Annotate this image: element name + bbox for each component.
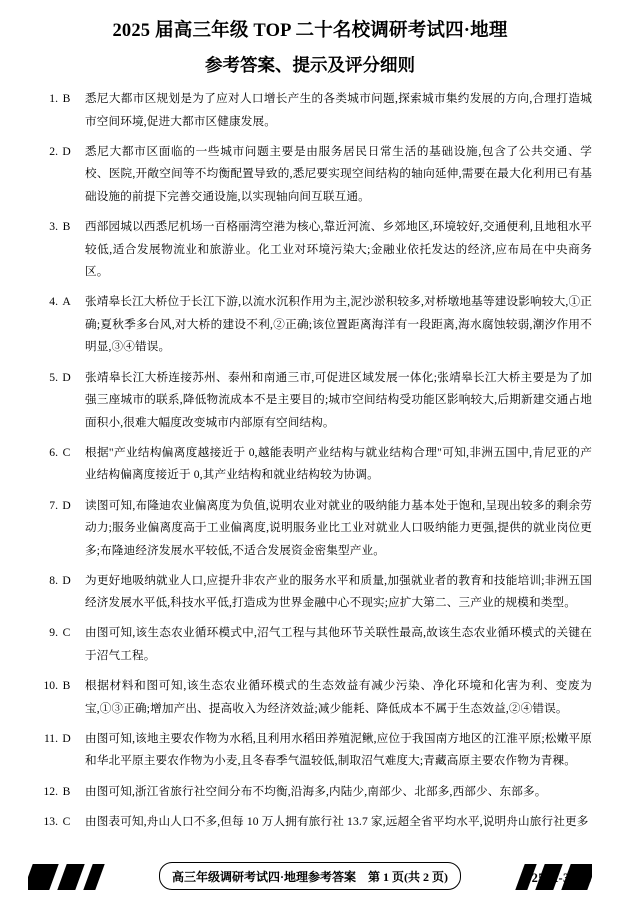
answer-explanation: 悉尼大都市区面临的一些城市问题主要是由服务居民日常生活的基础设施,包含了公共交通、学校、医院,开敞空间等不均衡配置导致的,悉尼要实现空间结构的轴向延伸,需要在最大化利用已有基础设施的前提下完善交通设施,以实现轴向间互联互通。 bbox=[85, 144, 592, 203]
answer-choice: D bbox=[62, 370, 71, 384]
answer-choice: A bbox=[62, 295, 71, 309]
answer-item bbox=[28, 88, 592, 133]
answer-explanation: 西部园城以西悉尼机场一百格丽湾空港为核心,靠近河流、乡郊地区,环境较好,交通便利,且地租水平较低,适合发展物流业和旅游业。化工业对环境污染大;金融业依托发达的经济,应布局在中央商务区。 bbox=[85, 219, 592, 279]
answer-item bbox=[28, 495, 592, 563]
answer-choice: B bbox=[62, 679, 71, 693]
answer-explanation: 由图表可知,舟山人口不多,但每 10 万人拥有旅行社 13.7 家,远超全省平均水平,说明舟山旅行社更多 bbox=[85, 814, 589, 828]
answer-number: 13. bbox=[43, 814, 58, 828]
answer-item bbox=[28, 728, 592, 773]
answer-item bbox=[28, 216, 592, 284]
answer-choice: D bbox=[62, 498, 71, 512]
answer-number: 9. bbox=[49, 626, 58, 640]
answer-item bbox=[28, 291, 592, 359]
answer-number: 7. bbox=[49, 498, 58, 512]
footer-paper-code: 25-X-305C bbox=[531, 871, 592, 885]
answer-choice: B bbox=[62, 784, 71, 798]
answer-number: 11. bbox=[43, 731, 58, 745]
answer-explanation: 张靖皋长江大桥位于长江下游,以流水沉积作用为主,泥沙淤积较多,对桥墩地基等建设影响较大,①正确;夏秋季多台风,对大桥的建设不利,②正确;该位置距离海洋有一段距离,海水腐蚀较弱,潮汐作用不明显,③④错误。 bbox=[85, 295, 592, 354]
answer-number: 3. bbox=[49, 219, 58, 233]
answer-explanation: 由图可知,该地主要农作物为水稻,且利用水稻田养殖泥鳅,应位于我国南方地区的江淮平原;松嫩平原和华北平原主要农作物为小麦,且冬春季气温较低,制取沼气难度大;青藏高原主要农作物为青稞。 bbox=[85, 731, 592, 768]
footer-page-label: 高三年级调研考试四·地理参考答案 第 1 页(共 2 页) bbox=[159, 862, 461, 890]
answer-item bbox=[28, 811, 592, 834]
answer-number: 1. bbox=[49, 92, 58, 105]
page-footer bbox=[0, 858, 620, 892]
answer-choice: C bbox=[62, 814, 71, 828]
answer-choice: D bbox=[62, 573, 71, 587]
answer-number: 10. bbox=[43, 679, 58, 693]
answer-item bbox=[28, 781, 592, 804]
answer-explanation: 根据"产业结构偏离度越接近于 0,越能表明产业结构与就业结构合理"可知,非洲五国中,肯尼亚的产业结构偏离度接近于 0,其产业结构和就业结构较为协调。 bbox=[85, 445, 592, 482]
answer-explanation: 张靖皋长江大桥连接苏州、泰州和南通三市,可促进区域发展一体化;张靖皋长江大桥主要是为了加强三座城市的联系,降低物流成本不是主要目的;城市空间结构受功能区影响较大,后期新建交通占地面积小,很难大幅度改变城市内部原有空间结构。 bbox=[85, 370, 592, 429]
answer-choice: B bbox=[62, 219, 71, 233]
answer-item bbox=[28, 141, 592, 209]
answer-item bbox=[28, 622, 592, 667]
answer-number: 4. bbox=[49, 295, 58, 309]
answer-item bbox=[28, 367, 592, 435]
answer-item bbox=[28, 570, 592, 615]
answer-explanation: 由图可知,该生态农业循环模式中,沼气工程与其他环节关联性最高,故该生态农业循环模式的关键在于沼气工程。 bbox=[85, 626, 592, 663]
answer-explanation: 为更好地吸纳就业人口,应提升非农产业的服务水平和质量,加强就业者的教育和技能培训;非洲五国经济发展水平低,科技水平低,打造成为世界金融中心不现实;应扩大第二、三产业的规模和类型。 bbox=[85, 573, 592, 610]
answer-number: 5. bbox=[49, 370, 58, 384]
page-title: 2025 届高三年级 TOP 二十名校调研考试四·地理 bbox=[112, 21, 508, 41]
answer-number: 2. bbox=[49, 144, 58, 158]
answer-choice: C bbox=[62, 626, 71, 640]
answer-number: 12. bbox=[43, 784, 58, 798]
answer-explanation: 悉尼大都市区规划是为了应对人口增长产生的各类城市问题,探索城市集约发展的方向,合理打造城市空间环境,促进大都市区健康发展。 bbox=[85, 92, 592, 128]
answer-item bbox=[28, 675, 592, 720]
answer-number: 8. bbox=[49, 573, 58, 587]
answer-choice: D bbox=[62, 731, 71, 745]
answer-explanation: 根据材料和图可知,该生态农业循环模式的生态效益有减少污染、净化环境和化害为利、变废为宝,①③正确;增加产出、提高收入为经济效益;减少能耗、降低成本不属于生态效益,②④错误。 bbox=[85, 679, 592, 715]
answer-choice: C bbox=[62, 445, 71, 459]
answer-choice: B bbox=[62, 92, 71, 105]
answers-list bbox=[28, 88, 592, 833]
answer-item bbox=[28, 442, 592, 487]
answer-number: 6. bbox=[49, 445, 58, 459]
answer-choice: D bbox=[62, 144, 71, 158]
answer-explanation: 由图可知,浙江省旅行社空间分布不均衡,沿海多,内陆少,南部少、北部多,西部少、东部多。 bbox=[85, 784, 547, 798]
page-subtitle: 参考答案、提示及评分细则 bbox=[205, 54, 415, 75]
answer-explanation: 读图可知,布隆迪农业偏离度为负值,说明农业对就业的吸纳能力基本处于饱和,呈现出较多的剩余劳动力;服务业偏离度高于工业偏离度,说明服务业比工业对就业人口吸纳能力更强,提供的就业岗位更多;布隆迪经济发展水平较低,不适合发展资金密集型产业。 bbox=[85, 498, 592, 557]
